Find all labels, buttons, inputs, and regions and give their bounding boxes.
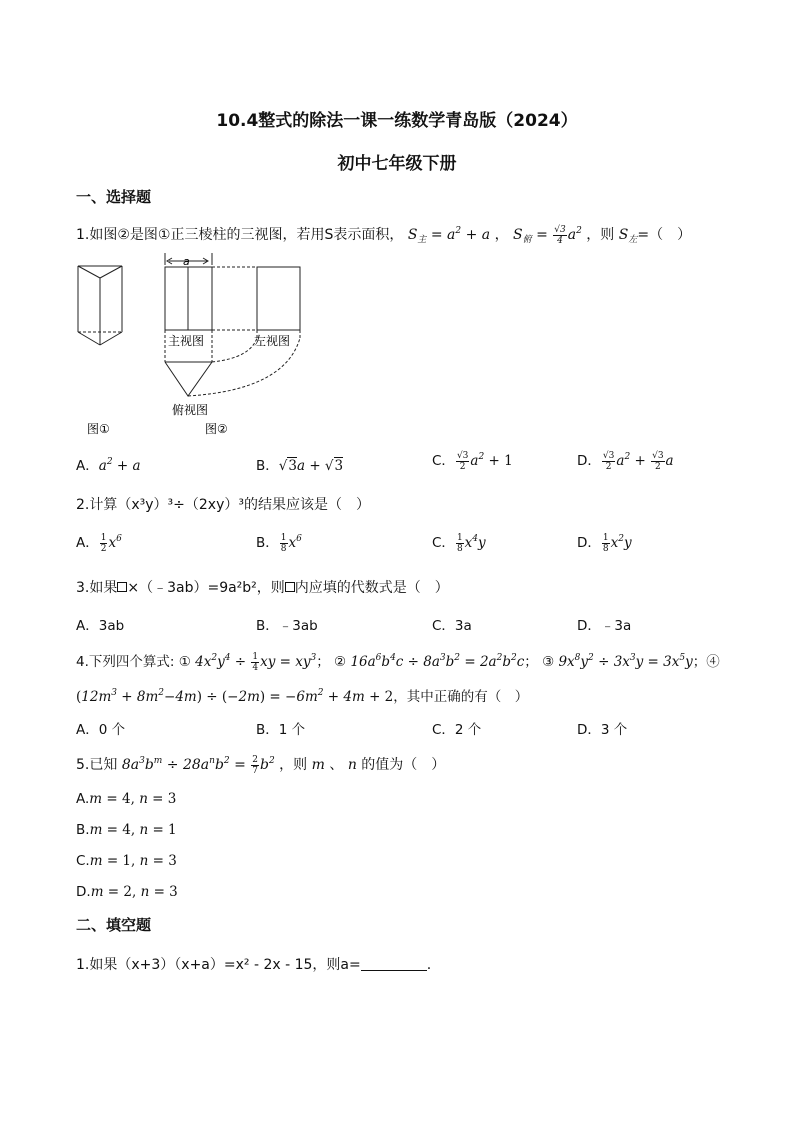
q3-option-c[interactable]: C．3a	[432, 618, 472, 634]
question-4-line2	[76, 685, 528, 705]
question-3	[76, 577, 449, 597]
figure-1-label: 图①	[87, 422, 110, 436]
question-5-formula: $8a^3b^m \div 28a^nb^2$ = $\frac{2}{7}$ $b^2$	[121, 754, 275, 776]
question-5-text-b: ，则	[279, 757, 308, 773]
formula-4: $(12m^3 + 8m^2-4m) \div (-2m) = -6m^2 + 4m + 2$	[76, 688, 394, 705]
q5-option-b[interactable]: B.m = 4, n = 1	[76, 822, 177, 838]
q2-option-d[interactable]: D． $\frac{1}{8}$ $x^2y$	[577, 532, 632, 554]
q5-option-a[interactable]: A.m = 4, n = 3	[76, 791, 177, 807]
q5-option-c[interactable]: C.m = 1, n = 3	[76, 853, 177, 869]
formula-3: ③ $9x^8y^2 \div 3x^3y = 3x^5y$；④	[542, 653, 720, 670]
q2-option-b[interactable]: B． $\frac{1}{8}$ $x^6$	[256, 532, 302, 554]
question-5: 5.已知 $8a^3b^m \div 28a^nb^2$ = $\frac{2}{7}$ $b^2$ ，则 m 、 n 的值为（ ）	[76, 754, 446, 776]
blank-box-icon	[117, 582, 127, 592]
fill-question-1-text: 1.如果（x+3）（x+a）=x² - 2x - 15，则a=	[76, 957, 361, 973]
question-3-text-a: 3.如果	[76, 580, 118, 596]
question-1-formula-left: $S_左$	[618, 227, 638, 245]
front-view-label: 主视图	[168, 334, 205, 348]
question-4-tail: ，其中正确的有（ ）	[393, 689, 529, 705]
question-3-text-b: ×（﹣3ab）=9a²b²，则	[127, 580, 285, 596]
formula-1: ① $4x^2y^4$ ÷ $\frac{1}{4}$ xy = $xy^3$；	[178, 652, 330, 673]
prism-drawing	[78, 266, 122, 345]
question-3-text-c: 内应填的代数式是（ ）	[294, 580, 449, 596]
page-title: 10.4整式的除法一课一练数学青岛版（2024）	[216, 111, 578, 131]
answer-blank[interactable]	[361, 958, 427, 971]
q2-option-a[interactable]: A． $\frac{1}{2}$ $x^6$	[76, 532, 122, 554]
q3-option-a[interactable]: A．3ab	[76, 618, 125, 634]
q3-option-d[interactable]: D．﹣3a	[577, 618, 632, 634]
question-1: 1.如图②是图①正三棱柱的三视图，若用S表示面积， $S_主 = a^2 + a$ ， $S_俯$ = $\frac{√3}{4}$ $a^2$ ，则 $S_左=$（ ）	[76, 224, 692, 246]
top-view-drawing	[165, 362, 212, 396]
question-5-text-a: 5.已知	[76, 757, 118, 773]
q1-option-c[interactable]: C． $\frac{√3}{2}$ $a^2 + 1$	[432, 450, 513, 472]
q1-option-d[interactable]: D． $\frac{√3}{2}$ $a^2$ + $\frac{√3}{2}$ a	[577, 450, 674, 472]
q4-option-b[interactable]: B．1 个	[256, 722, 306, 738]
q4-option-d[interactable]: D．3 个	[577, 722, 628, 738]
question-4-intro: 4.下列四个算式:	[76, 654, 175, 670]
q2-option-c[interactable]: C． $\frac{1}{8}$ $x^4y$	[432, 532, 486, 554]
left-view-drawing	[188, 267, 300, 396]
blank-box-icon	[285, 582, 295, 592]
dimension-a-label: a	[183, 255, 190, 268]
question-1-text: 1.如图②是图①正三棱柱的三视图，若用S表示面积，	[76, 227, 404, 243]
question-1-formula-top: $S_俯$ = $\frac{√3}{4}$ $a^2$	[513, 224, 582, 246]
question-1-text-b: ，则	[586, 227, 615, 243]
q4-option-a[interactable]: A．0 个	[76, 722, 126, 738]
left-view-label: 左视图	[254, 334, 291, 348]
page-subtitle: 初中七年级下册	[337, 154, 457, 174]
top-view-label: 俯视图	[172, 403, 209, 417]
question-2-text: 2.计算（x³y）³÷（2xy）³的结果应该是（ ）	[76, 497, 370, 513]
fill-question-1-end: .	[426, 957, 432, 973]
q1-option-b[interactable]: B．√3a + √3	[256, 458, 344, 474]
question-1-formula-main: $S_主 = a^2 + a$	[407, 226, 491, 245]
formula-2: ② $16a^6b^4c \div 8a^3b^2 = 2a^2b^2c$；	[334, 653, 538, 670]
q5-option-d[interactable]: D.m = 2, n = 3	[76, 884, 178, 900]
section-fill-heading: 二、填空题	[76, 916, 152, 934]
question-5-text-c: 的值为（ ）	[361, 757, 446, 773]
three-view-figure	[70, 250, 320, 440]
fill-question-1	[76, 954, 431, 974]
q4-option-c[interactable]: C．2 个	[432, 722, 482, 738]
figure-2-label: 图②	[205, 422, 228, 436]
q1-option-a[interactable]: A．$a^2 + a$	[76, 457, 141, 474]
section-choice-heading: 一、选择题	[76, 188, 152, 206]
question-1-text-c: =（ ）	[637, 227, 692, 243]
q3-option-b[interactable]: B．﹣3ab	[256, 618, 318, 634]
question-4-line1	[76, 650, 720, 673]
